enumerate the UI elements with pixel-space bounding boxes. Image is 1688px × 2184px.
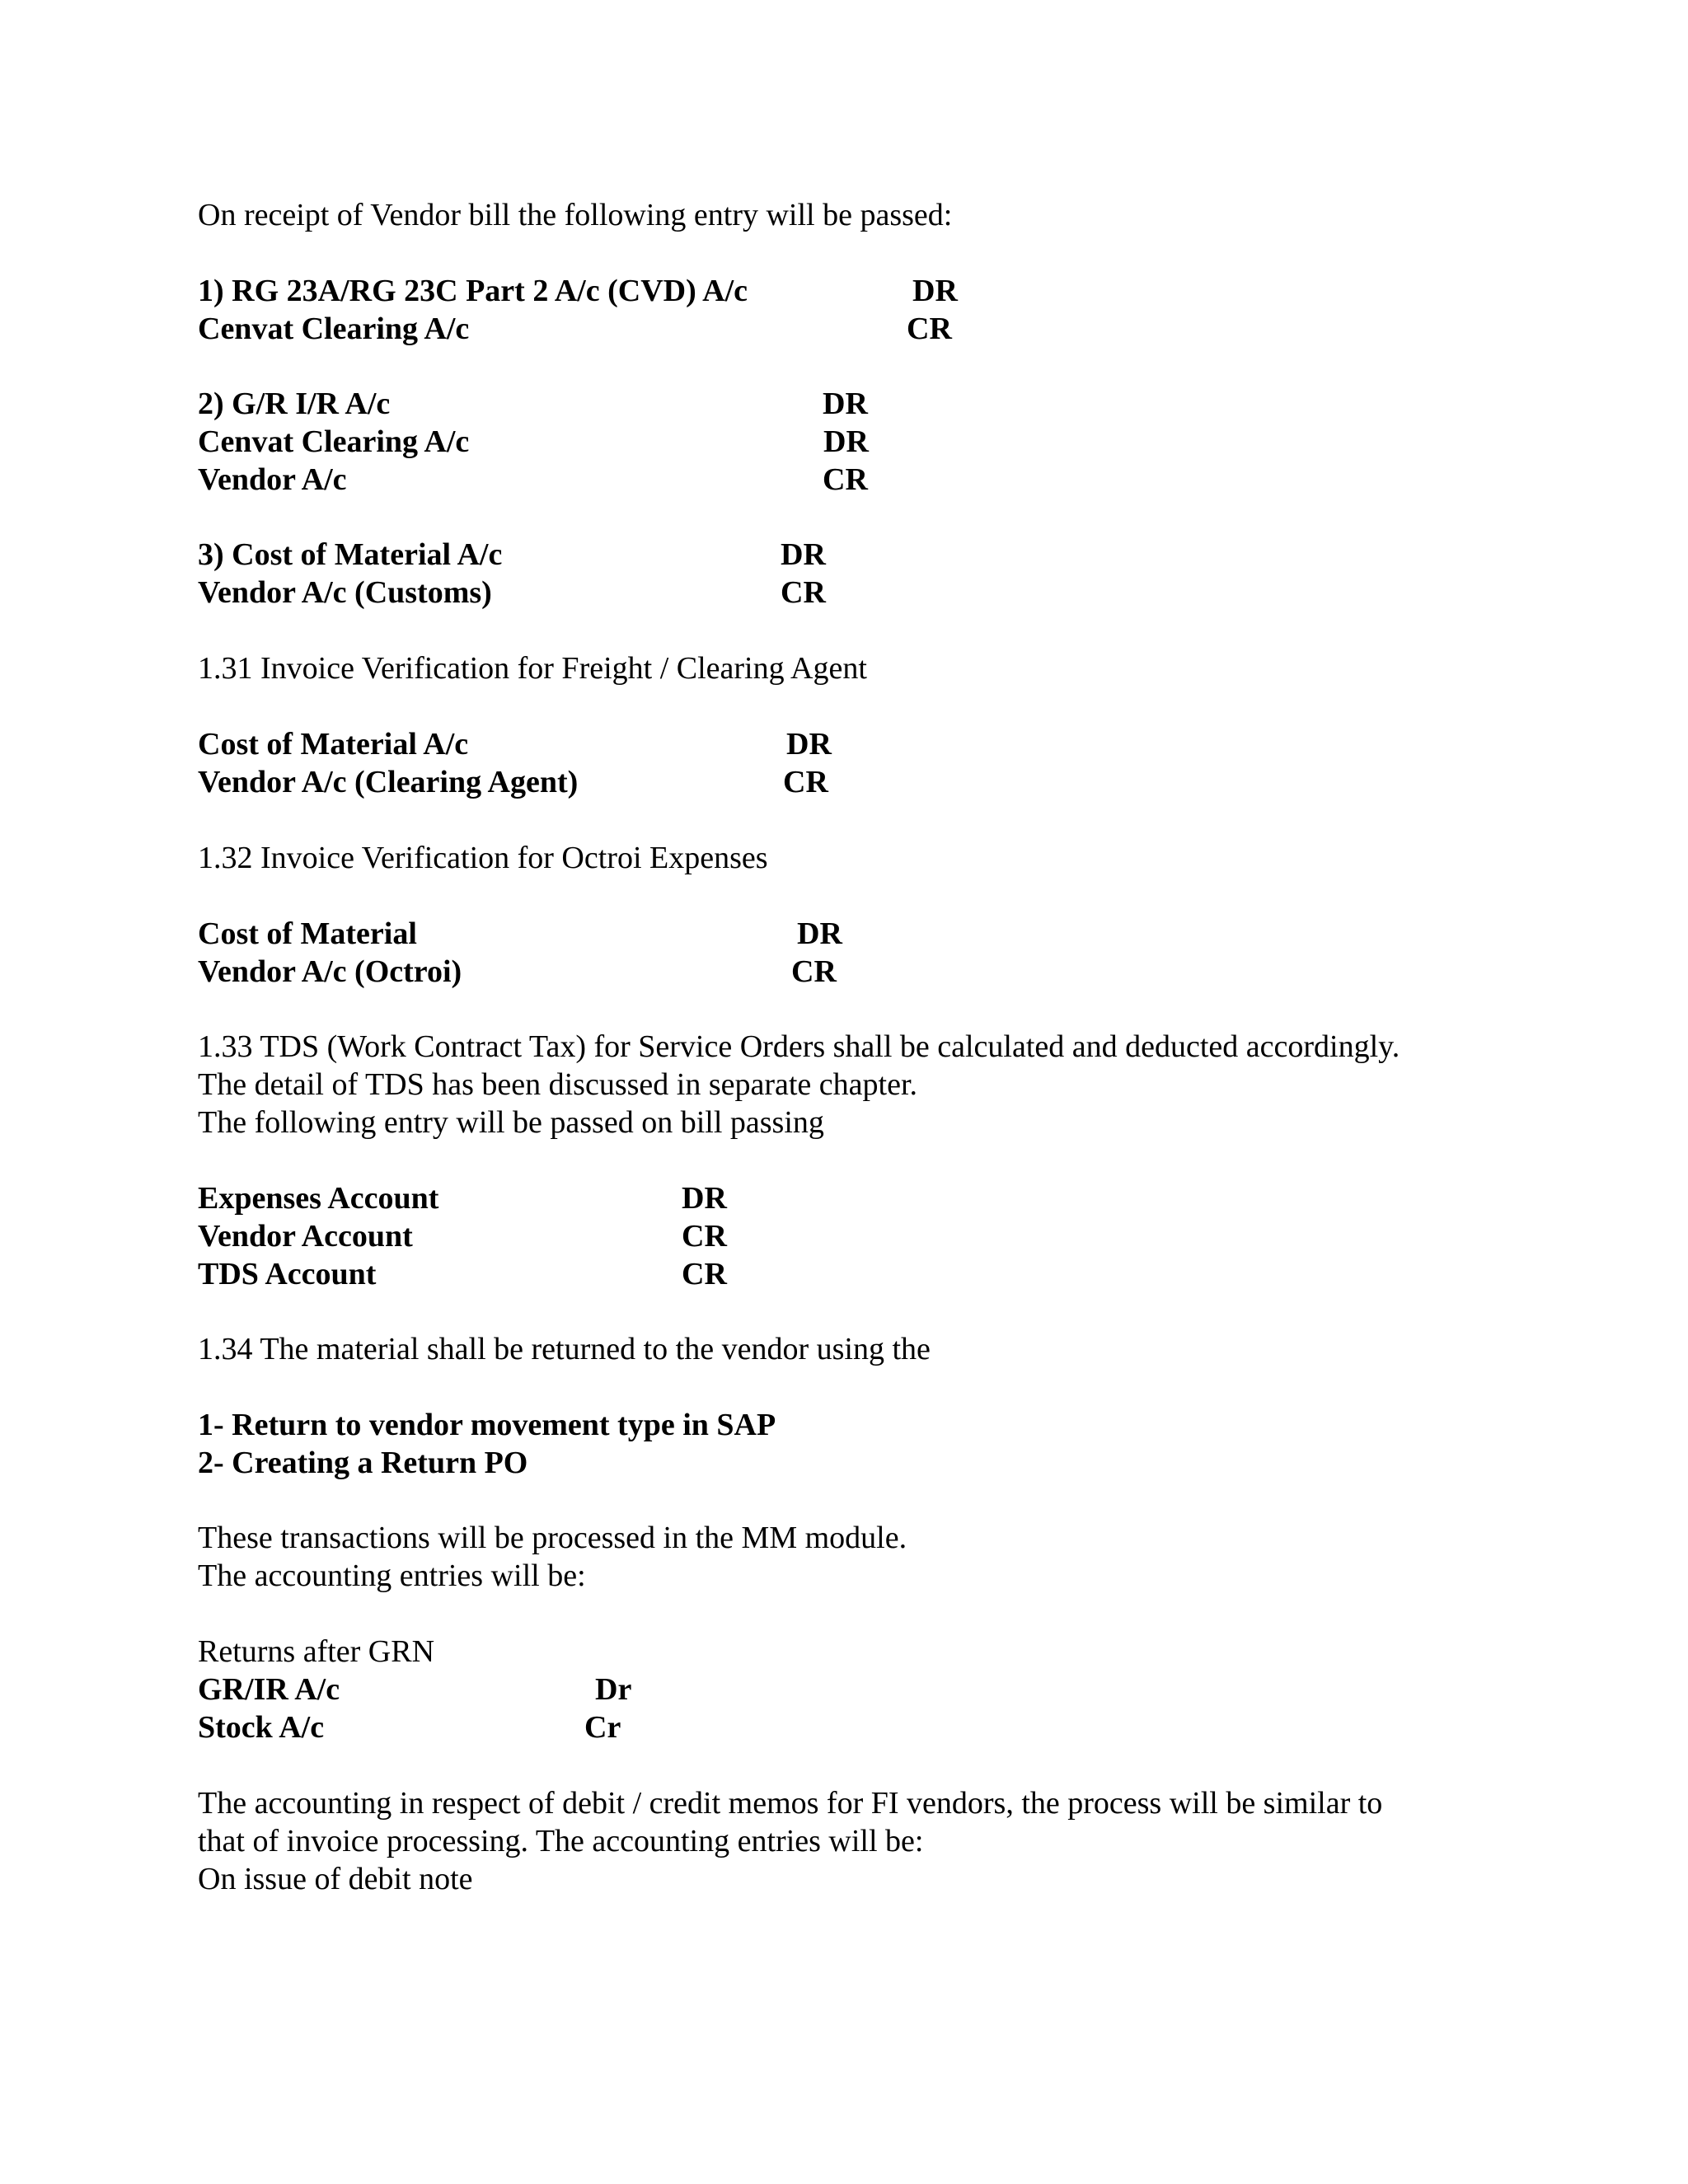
journal-entry (198, 423, 1517, 461)
debit-credit: CR (907, 312, 952, 346)
intro-text: On receipt of Vendor bill the following entry will be passed: (198, 198, 953, 232)
journal-entry (198, 310, 1517, 348)
account-name: Cost of Material (198, 916, 417, 951)
journal-entry (198, 1671, 1517, 1708)
account-name: Vendor Account (198, 1219, 413, 1254)
account-name: 3) Cost of Material A/c (198, 537, 503, 572)
account-name: TDS Account (198, 1257, 377, 1291)
closing-text: On issue of debit note (198, 1862, 473, 1896)
journal-entry (198, 915, 1517, 953)
journal-entry (198, 725, 1517, 763)
account-name: Vendor A/c (Customs) (198, 575, 492, 610)
journal-entry (198, 574, 1517, 612)
journal-entry (198, 1179, 1517, 1217)
debit-credit: CR (682, 1219, 727, 1254)
return-option: 2- Creating a Return PO (198, 1446, 528, 1480)
journal-entry (198, 272, 1517, 310)
journal-entry (198, 536, 1517, 574)
account-name: Expenses Account (198, 1181, 439, 1216)
debit-credit: DR (823, 387, 868, 421)
debit-credit: CR (781, 575, 826, 610)
debit-credit: DR (797, 916, 842, 951)
closing-text: The accounting in respect of debit / credit memos for FI vendors, the process will be similar to (198, 1786, 1383, 1821)
debit-credit: DR (786, 727, 832, 762)
account-name: GR/IR A/c (198, 1672, 340, 1707)
journal-entry (198, 1708, 1517, 1746)
journal-entry (198, 385, 1517, 423)
debit-credit: CR (682, 1257, 727, 1291)
journal-entry (198, 953, 1517, 991)
section-text-1-33: 1.33 TDS (Work Contract Tax) for Service Orders shall be calculated and deducted accordingly. (198, 1029, 1400, 1064)
account-name: Cenvat Clearing A/c (198, 424, 470, 459)
debit-credit: Cr (584, 1710, 621, 1745)
section-text-1-33: The detail of TDS has been discussed in separate chapter. (198, 1067, 918, 1102)
account-name: Vendor A/c (Octroi) (198, 954, 462, 989)
debit-credit: DR (912, 274, 958, 308)
debit-credit: DR (682, 1181, 727, 1216)
debit-credit: DR (823, 424, 869, 459)
account-name: Stock A/c (198, 1710, 325, 1745)
section-text-1-33: The following entry will be passed on bill passing (198, 1105, 824, 1140)
closing-text: that of invoice processing. The accounting entries will be: (198, 1824, 924, 1858)
journal-entry (198, 1255, 1517, 1293)
section-text-1-34: The accounting entries will be: (198, 1558, 586, 1593)
account-name: 2) G/R I/R A/c (198, 387, 391, 421)
account-name: Vendor A/c (Clearing Agent) (198, 765, 579, 799)
debit-credit: Dr (595, 1672, 632, 1707)
returns-heading: Returns after GRN (198, 1634, 435, 1669)
debit-credit: DR (781, 537, 826, 572)
journal-entry (198, 461, 1517, 499)
section-heading-1-31: 1.31 Invoice Verification for Freight / Clearing Agent (198, 651, 867, 686)
account-name: Vendor A/c (198, 462, 347, 497)
account-name: Cost of Material A/c (198, 727, 469, 762)
section-heading-1-34: 1.34 The material shall be returned to the vendor using the (198, 1332, 931, 1366)
return-option: 1- Return to vendor movement type in SAP (198, 1408, 776, 1442)
account-name: Cenvat Clearing A/c (198, 312, 470, 346)
section-heading-1-32: 1.32 Invoice Verification for Octroi Expenses (198, 841, 768, 875)
journal-entry (198, 1217, 1517, 1255)
section-text-1-34: These transactions will be processed in the MM module. (198, 1521, 907, 1555)
journal-entry (198, 763, 1517, 801)
debit-credit: CR (823, 462, 868, 497)
debit-credit: CR (783, 765, 828, 799)
debit-credit: CR (791, 954, 837, 989)
account-name: 1) RG 23A/RG 23C Part 2 A/c (CVD) A/c (198, 274, 748, 308)
